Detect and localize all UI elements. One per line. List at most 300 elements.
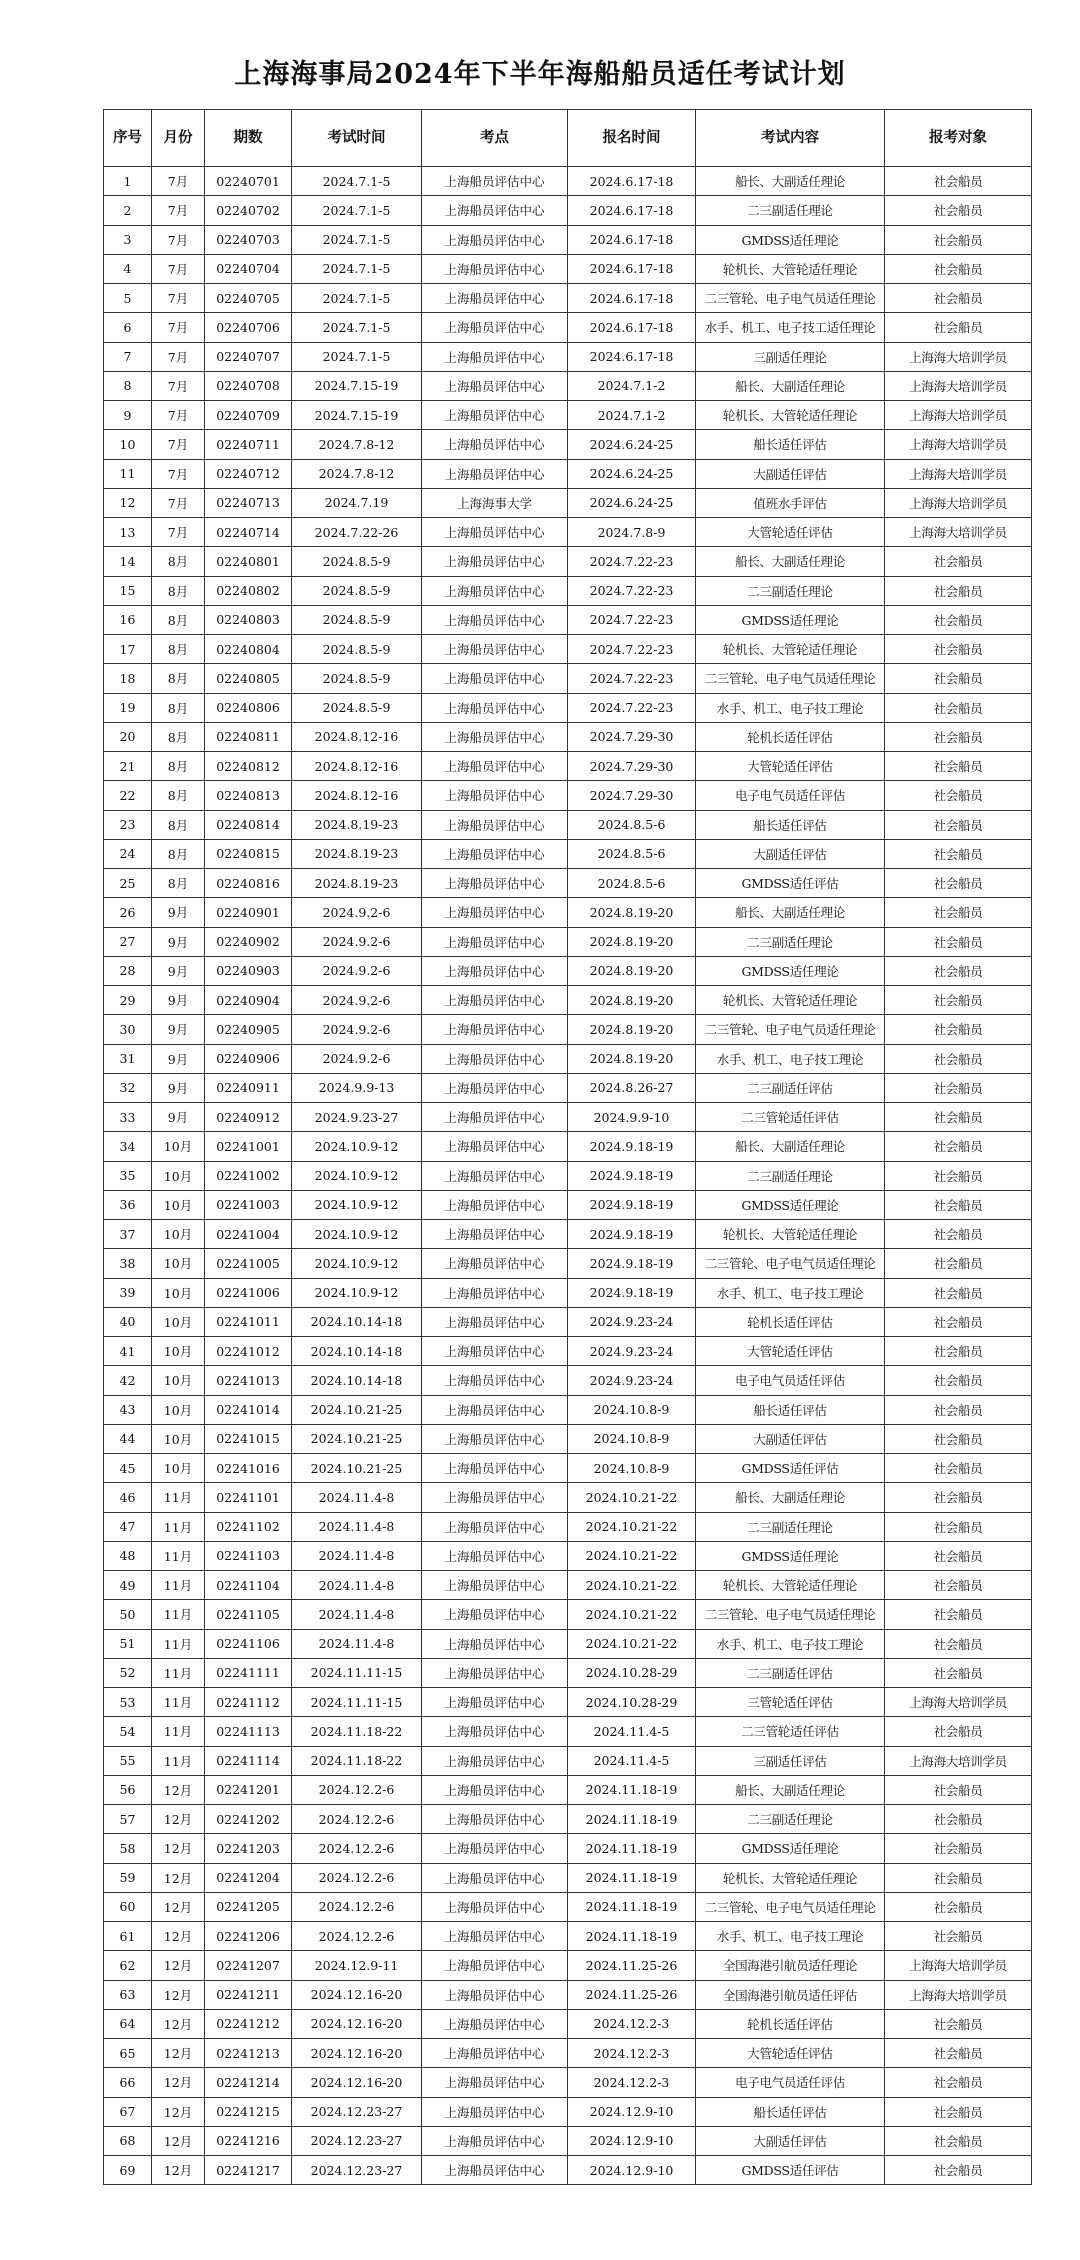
cell-target: 社会船员 xyxy=(885,1132,1032,1161)
cell-session: 02240805 xyxy=(205,664,292,693)
cell-exam-content: 船长适任评估 xyxy=(696,1395,885,1424)
cell-venue: 上海船员评估中心 xyxy=(422,1220,568,1249)
cell-registration-time: 2024.12.9-10 xyxy=(568,2156,696,2185)
cell-registration-time: 2024.6.17-18 xyxy=(568,196,696,225)
cell-exam-content: GMDSS适任理论 xyxy=(696,1190,885,1219)
table-row xyxy=(104,1220,1032,1249)
cell-target: 上海海大培训学员 xyxy=(885,342,1032,371)
cell-seq: 47 xyxy=(104,1512,152,1541)
cell-session: 02241113 xyxy=(205,1717,292,1746)
cell-seq: 32 xyxy=(104,1073,152,1102)
cell-venue: 上海船员评估中心 xyxy=(422,225,568,254)
cell-exam-content: 二三副适任理论 xyxy=(696,196,885,225)
cell-seq: 57 xyxy=(104,1805,152,1834)
cell-registration-time: 2024.12.2-3 xyxy=(568,2009,696,2038)
cell-session: 02241212 xyxy=(205,2009,292,2038)
cell-session: 02240705 xyxy=(205,284,292,313)
cell-registration-time: 2024.9.18-19 xyxy=(568,1220,696,1249)
table-row xyxy=(104,430,1032,459)
cell-registration-time: 2024.9.23-24 xyxy=(568,1307,696,1336)
cell-month: 9月 xyxy=(152,956,205,985)
cell-month: 10月 xyxy=(152,1454,205,1483)
cell-registration-time: 2024.8.19-20 xyxy=(568,927,696,956)
cell-exam-content: 水手、机工、电子技工理论 xyxy=(696,1278,885,1307)
cell-venue: 上海船员评估中心 xyxy=(422,693,568,722)
cell-venue: 上海船员评估中心 xyxy=(422,1249,568,1278)
cell-exam-time: 2024.12.2-6 xyxy=(292,1805,422,1834)
cell-exam-content: 二三副适任理论 xyxy=(696,927,885,956)
cell-venue: 上海船员评估中心 xyxy=(422,1366,568,1395)
cell-seq: 54 xyxy=(104,1717,152,1746)
cell-exam-content: 大管轮适任评估 xyxy=(696,2039,885,2068)
cell-month: 12月 xyxy=(152,2156,205,2185)
cell-exam-time: 2024.9.2-6 xyxy=(292,1044,422,1073)
cell-session: 02241006 xyxy=(205,1278,292,1307)
cell-exam-content: GMDSS适任理论 xyxy=(696,225,885,254)
cell-month: 10月 xyxy=(152,1220,205,1249)
cell-exam-content: 船长适任评估 xyxy=(696,810,885,839)
cell-session: 02240902 xyxy=(205,927,292,956)
cell-registration-time: 2024.7.22-23 xyxy=(568,576,696,605)
table-row xyxy=(104,459,1032,488)
cell-venue: 上海船员评估中心 xyxy=(422,1922,568,1951)
cell-target: 社会船员 xyxy=(885,225,1032,254)
cell-target: 上海海大培训学员 xyxy=(885,371,1032,400)
cell-registration-time: 2024.6.17-18 xyxy=(568,254,696,283)
table-row xyxy=(104,2097,1032,2126)
cell-exam-content: 大副适任评估 xyxy=(696,2126,885,2155)
table-body xyxy=(104,167,1032,2185)
cell-exam-time: 2024.8.5-9 xyxy=(292,547,422,576)
table-row xyxy=(104,1366,1032,1395)
cell-target: 社会船员 xyxy=(885,2039,1032,2068)
table-row xyxy=(104,1044,1032,1073)
cell-month: 9月 xyxy=(152,986,205,1015)
table-row xyxy=(104,1190,1032,1219)
cell-month: 12月 xyxy=(152,2068,205,2097)
cell-exam-content: 大管轮适任评估 xyxy=(696,752,885,781)
cell-exam-time: 2024.7.15-19 xyxy=(292,401,422,430)
cell-target: 上海海大培训学员 xyxy=(885,1746,1032,1775)
cell-target: 上海海大培训学员 xyxy=(885,518,1032,547)
cell-month: 9月 xyxy=(152,1015,205,1044)
cell-session: 02240802 xyxy=(205,576,292,605)
cell-target: 社会船员 xyxy=(885,839,1032,868)
cell-exam-content: 二三管轮、电子电气员适任理论 xyxy=(696,1015,885,1044)
table-row xyxy=(104,1483,1032,1512)
cell-session: 02241205 xyxy=(205,1892,292,1921)
cell-seq: 26 xyxy=(104,898,152,927)
cell-registration-time: 2024.12.2-3 xyxy=(568,2039,696,2068)
cell-session: 02241106 xyxy=(205,1629,292,1658)
cell-session: 02241104 xyxy=(205,1571,292,1600)
cell-exam-content: 轮机长、大管轮适任理论 xyxy=(696,401,885,430)
cell-month: 11月 xyxy=(152,1541,205,1570)
cell-seq: 69 xyxy=(104,2156,152,2185)
cell-month: 7月 xyxy=(152,401,205,430)
cell-seq: 10 xyxy=(104,430,152,459)
cell-registration-time: 2024.11.4-5 xyxy=(568,1746,696,1775)
cell-exam-time: 2024.10.9-12 xyxy=(292,1132,422,1161)
cell-session: 02241015 xyxy=(205,1424,292,1453)
cell-registration-time: 2024.7.1-2 xyxy=(568,371,696,400)
table-row xyxy=(104,196,1032,225)
cell-venue: 上海船员评估中心 xyxy=(422,1746,568,1775)
table-row xyxy=(104,839,1032,868)
cell-exam-time: 2024.7.1-5 xyxy=(292,284,422,313)
header-target: 报考对象 xyxy=(885,110,1032,167)
cell-exam-time: 2024.12.2-6 xyxy=(292,1892,422,1921)
table-row xyxy=(104,225,1032,254)
cell-exam-content: 全国海港引航员适任理论 xyxy=(696,1951,885,1980)
cell-month: 11月 xyxy=(152,1658,205,1687)
cell-venue: 上海船员评估中心 xyxy=(422,1571,568,1600)
cell-month: 7月 xyxy=(152,313,205,342)
cell-exam-time: 2024.10.9-12 xyxy=(292,1249,422,1278)
cell-registration-time: 2024.7.22-23 xyxy=(568,664,696,693)
cell-session: 02241217 xyxy=(205,2156,292,2185)
cell-exam-time: 2024.11.18-22 xyxy=(292,1717,422,1746)
cell-exam-time: 2024.8.19-23 xyxy=(292,839,422,868)
cell-target: 社会船员 xyxy=(885,1775,1032,1804)
header-session: 期数 xyxy=(205,110,292,167)
cell-venue: 上海船员评估中心 xyxy=(422,1512,568,1541)
cell-session: 02241204 xyxy=(205,1863,292,1892)
table-row xyxy=(104,1658,1032,1687)
cell-month: 12月 xyxy=(152,2009,205,2038)
cell-registration-time: 2024.8.19-20 xyxy=(568,956,696,985)
cell-registration-time: 2024.11.18-19 xyxy=(568,1775,696,1804)
cell-seq: 63 xyxy=(104,1980,152,2009)
cell-registration-time: 2024.9.23-24 xyxy=(568,1366,696,1395)
cell-session: 02241013 xyxy=(205,1366,292,1395)
cell-venue: 上海船员评估中心 xyxy=(422,1015,568,1044)
cell-seq: 68 xyxy=(104,2126,152,2155)
cell-exam-time: 2024.10.9-12 xyxy=(292,1220,422,1249)
cell-exam-time: 2024.9.2-6 xyxy=(292,927,422,956)
cell-registration-time: 2024.9.18-19 xyxy=(568,1132,696,1161)
header-registration-time: 报名时间 xyxy=(568,110,696,167)
cell-target: 社会船员 xyxy=(885,1600,1032,1629)
cell-session: 02240702 xyxy=(205,196,292,225)
cell-target: 社会船员 xyxy=(885,986,1032,1015)
table-row xyxy=(104,1629,1032,1658)
cell-target: 社会船员 xyxy=(885,1366,1032,1395)
table-row xyxy=(104,752,1032,781)
cell-seq: 5 xyxy=(104,284,152,313)
cell-target: 社会船员 xyxy=(885,1044,1032,1073)
cell-month: 11月 xyxy=(152,1483,205,1512)
cell-seq: 52 xyxy=(104,1658,152,1687)
cell-target: 社会船员 xyxy=(885,1541,1032,1570)
cell-month: 7月 xyxy=(152,196,205,225)
cell-venue: 上海船员评估中心 xyxy=(422,167,568,196)
cell-session: 02240813 xyxy=(205,781,292,810)
cell-exam-time: 2024.10.9-12 xyxy=(292,1161,422,1190)
cell-seq: 9 xyxy=(104,401,152,430)
cell-target: 社会船员 xyxy=(885,1658,1032,1687)
cell-seq: 31 xyxy=(104,1044,152,1073)
cell-exam-content: 二三副适任理论 xyxy=(696,1161,885,1190)
cell-seq: 44 xyxy=(104,1424,152,1453)
cell-month: 8月 xyxy=(152,693,205,722)
header-row xyxy=(104,110,1032,167)
cell-registration-time: 2024.10.8-9 xyxy=(568,1424,696,1453)
table-row xyxy=(104,1541,1032,1570)
cell-seq: 53 xyxy=(104,1688,152,1717)
cell-exam-content: 二三管轮适任评估 xyxy=(696,1717,885,1746)
cell-exam-content: 三副适任评估 xyxy=(696,1746,885,1775)
cell-month: 9月 xyxy=(152,1044,205,1073)
cell-target: 上海海大培训学员 xyxy=(885,1951,1032,1980)
cell-venue: 上海船员评估中心 xyxy=(422,1483,568,1512)
cell-venue: 上海船员评估中心 xyxy=(422,839,568,868)
cell-exam-content: 轮机长、大管轮适任理论 xyxy=(696,1571,885,1600)
cell-venue: 上海船员评估中心 xyxy=(422,342,568,371)
cell-session: 02240803 xyxy=(205,605,292,634)
cell-venue: 上海船员评估中心 xyxy=(422,1073,568,1102)
cell-venue: 上海船员评估中心 xyxy=(422,2126,568,2155)
cell-registration-time: 2024.11.18-19 xyxy=(568,1834,696,1863)
cell-month: 12月 xyxy=(152,2097,205,2126)
table-row xyxy=(104,1600,1032,1629)
cell-session: 02241005 xyxy=(205,1249,292,1278)
cell-session: 02241214 xyxy=(205,2068,292,2097)
cell-month: 12月 xyxy=(152,1951,205,1980)
cell-registration-time: 2024.7.8-9 xyxy=(568,518,696,547)
cell-exam-content: GMDSS适任理论 xyxy=(696,1834,885,1863)
cell-target: 社会船员 xyxy=(885,1483,1032,1512)
header-exam-time: 考试时间 xyxy=(292,110,422,167)
cell-target: 社会船员 xyxy=(885,1249,1032,1278)
cell-month: 10月 xyxy=(152,1366,205,1395)
table-row xyxy=(104,1746,1032,1775)
cell-session: 02240903 xyxy=(205,956,292,985)
cell-venue: 上海船员评估中心 xyxy=(422,576,568,605)
cell-venue: 上海船员评估中心 xyxy=(422,927,568,956)
cell-venue: 上海船员评估中心 xyxy=(422,518,568,547)
cell-session: 02241102 xyxy=(205,1512,292,1541)
cell-session: 02241011 xyxy=(205,1307,292,1336)
cell-venue: 上海船员评估中心 xyxy=(422,1337,568,1366)
cell-registration-time: 2024.8.19-20 xyxy=(568,986,696,1015)
cell-venue: 上海船员评估中心 xyxy=(422,664,568,693)
cell-seq: 62 xyxy=(104,1951,152,1980)
cell-exam-time: 2024.10.9-12 xyxy=(292,1278,422,1307)
table-row xyxy=(104,1307,1032,1336)
cell-session: 02241112 xyxy=(205,1688,292,1717)
cell-registration-time: 2024.7.29-30 xyxy=(568,752,696,781)
cell-exam-content: 二三管轮、电子电气员适任理论 xyxy=(696,664,885,693)
table-row xyxy=(104,2009,1032,2038)
cell-exam-content: 大副适任评估 xyxy=(696,459,885,488)
cell-venue: 上海船员评估中心 xyxy=(422,1278,568,1307)
cell-month: 12月 xyxy=(152,1775,205,1804)
table-row xyxy=(104,722,1032,751)
cell-exam-content: 水手、机工、电子技工理论 xyxy=(696,1922,885,1951)
cell-month: 7月 xyxy=(152,430,205,459)
cell-venue: 上海船员评估中心 xyxy=(422,1161,568,1190)
cell-month: 8月 xyxy=(152,722,205,751)
cell-venue: 上海船员评估中心 xyxy=(422,1044,568,1073)
table-row xyxy=(104,2039,1032,2068)
cell-exam-content: GMDSS适任评估 xyxy=(696,1454,885,1483)
cell-seq: 49 xyxy=(104,1571,152,1600)
table-row xyxy=(104,1951,1032,1980)
table-row xyxy=(104,1278,1032,1307)
cell-target: 社会船员 xyxy=(885,1892,1032,1921)
cell-month: 10月 xyxy=(152,1395,205,1424)
cell-seq: 39 xyxy=(104,1278,152,1307)
cell-exam-time: 2024.7.22-26 xyxy=(292,518,422,547)
cell-exam-time: 2024.11.11-15 xyxy=(292,1658,422,1687)
cell-session: 02240905 xyxy=(205,1015,292,1044)
table-row xyxy=(104,371,1032,400)
cell-session: 02241016 xyxy=(205,1454,292,1483)
cell-target: 社会船员 xyxy=(885,1161,1032,1190)
cell-target: 社会船员 xyxy=(885,1395,1032,1424)
cell-exam-time: 2024.9.2-6 xyxy=(292,986,422,1015)
cell-exam-content: 二三副适任评估 xyxy=(696,1658,885,1687)
cell-venue: 上海船员评估中心 xyxy=(422,1863,568,1892)
cell-target: 社会船员 xyxy=(885,1805,1032,1834)
table-row xyxy=(104,1073,1032,1102)
cell-registration-time: 2024.6.24-25 xyxy=(568,488,696,517)
cell-registration-time: 2024.10.8-9 xyxy=(568,1395,696,1424)
cell-exam-content: 二三管轮、电子电气员适任理论 xyxy=(696,1892,885,1921)
cell-session: 02240703 xyxy=(205,225,292,254)
cell-exam-time: 2024.7.19 xyxy=(292,488,422,517)
cell-seq: 42 xyxy=(104,1366,152,1395)
cell-exam-time: 2024.8.5-9 xyxy=(292,576,422,605)
cell-target: 社会船员 xyxy=(885,1834,1032,1863)
cell-month: 10月 xyxy=(152,1337,205,1366)
cell-month: 12月 xyxy=(152,1980,205,2009)
cell-month: 12月 xyxy=(152,2126,205,2155)
table-row xyxy=(104,1980,1032,2009)
cell-seq: 24 xyxy=(104,839,152,868)
table-row xyxy=(104,1249,1032,1278)
cell-registration-time: 2024.8.19-20 xyxy=(568,1015,696,1044)
table-row xyxy=(104,693,1032,722)
cell-exam-time: 2024.12.23-27 xyxy=(292,2156,422,2185)
cell-registration-time: 2024.9.18-19 xyxy=(568,1190,696,1219)
cell-exam-content: 轮机长适任评估 xyxy=(696,1307,885,1336)
table-row xyxy=(104,167,1032,196)
cell-registration-time: 2024.8.5-6 xyxy=(568,869,696,898)
cell-registration-time: 2024.11.25-26 xyxy=(568,1980,696,2009)
cell-exam-time: 2024.12.16-20 xyxy=(292,2009,422,2038)
cell-registration-time: 2024.7.29-30 xyxy=(568,781,696,810)
table-row xyxy=(104,1132,1032,1161)
cell-seq: 12 xyxy=(104,488,152,517)
cell-seq: 60 xyxy=(104,1892,152,1921)
cell-registration-time: 2024.6.24-25 xyxy=(568,430,696,459)
cell-exam-time: 2024.11.4-8 xyxy=(292,1629,422,1658)
cell-registration-time: 2024.7.1-2 xyxy=(568,401,696,430)
cell-seq: 14 xyxy=(104,547,152,576)
cell-month: 11月 xyxy=(152,1512,205,1541)
cell-exam-content: 二三管轮适任评估 xyxy=(696,1103,885,1132)
cell-exam-content: 轮机长、大管轮适任理论 xyxy=(696,1220,885,1249)
cell-target: 社会船员 xyxy=(885,547,1032,576)
cell-month: 12月 xyxy=(152,2039,205,2068)
cell-exam-content: 船长、大副适任理论 xyxy=(696,1775,885,1804)
cell-exam-time: 2024.10.9-12 xyxy=(292,1190,422,1219)
cell-exam-content: 船长适任评估 xyxy=(696,430,885,459)
cell-target: 社会船员 xyxy=(885,1454,1032,1483)
cell-seq: 8 xyxy=(104,371,152,400)
cell-target: 上海海大培训学员 xyxy=(885,401,1032,430)
cell-session: 02240708 xyxy=(205,371,292,400)
cell-session: 02241002 xyxy=(205,1161,292,1190)
cell-session: 02241105 xyxy=(205,1600,292,1629)
cell-seq: 48 xyxy=(104,1541,152,1570)
cell-exam-time: 2024.11.11-15 xyxy=(292,1688,422,1717)
cell-exam-content: 轮机长、大管轮适任理论 xyxy=(696,635,885,664)
cell-seq: 22 xyxy=(104,781,152,810)
cell-session: 02240704 xyxy=(205,254,292,283)
cell-target: 社会船员 xyxy=(885,810,1032,839)
cell-seq: 41 xyxy=(104,1337,152,1366)
cell-venue: 上海船员评估中心 xyxy=(422,1132,568,1161)
cell-exam-time: 2024.9.23-27 xyxy=(292,1103,422,1132)
cell-month: 10月 xyxy=(152,1307,205,1336)
cell-session: 02240709 xyxy=(205,401,292,430)
cell-seq: 33 xyxy=(104,1103,152,1132)
cell-exam-content: 电子电气员适任评估 xyxy=(696,781,885,810)
cell-exam-content: GMDSS适任理论 xyxy=(696,1541,885,1570)
cell-registration-time: 2024.10.21-22 xyxy=(568,1600,696,1629)
cell-registration-time: 2024.6.17-18 xyxy=(568,284,696,313)
table-row xyxy=(104,605,1032,634)
cell-registration-time: 2024.11.25-26 xyxy=(568,1951,696,1980)
table-row xyxy=(104,635,1032,664)
cell-session: 02240814 xyxy=(205,810,292,839)
cell-exam-content: 水手、机工、电子技工理论 xyxy=(696,1629,885,1658)
cell-target: 社会船员 xyxy=(885,2068,1032,2097)
cell-month: 8月 xyxy=(152,869,205,898)
cell-exam-time: 2024.11.18-22 xyxy=(292,1746,422,1775)
cell-exam-time: 2024.8.5-9 xyxy=(292,693,422,722)
cell-seq: 17 xyxy=(104,635,152,664)
cell-month: 8月 xyxy=(152,635,205,664)
cell-venue: 上海船员评估中心 xyxy=(422,1892,568,1921)
cell-month: 12月 xyxy=(152,1805,205,1834)
cell-exam-content: 大管轮适任评估 xyxy=(696,518,885,547)
cell-target: 社会船员 xyxy=(885,1922,1032,1951)
cell-month: 8月 xyxy=(152,810,205,839)
cell-venue: 上海船员评估中心 xyxy=(422,1395,568,1424)
cell-venue: 上海船员评估中心 xyxy=(422,898,568,927)
cell-month: 9月 xyxy=(152,1073,205,1102)
table-row xyxy=(104,342,1032,371)
cell-venue: 上海船员评估中心 xyxy=(422,1658,568,1687)
cell-seq: 3 xyxy=(104,225,152,254)
cell-month: 12月 xyxy=(152,1863,205,1892)
cell-registration-time: 2024.8.5-6 xyxy=(568,839,696,868)
cell-exam-time: 2024.10.21-25 xyxy=(292,1424,422,1453)
table-row xyxy=(104,781,1032,810)
cell-venue: 上海船员评估中心 xyxy=(422,1951,568,1980)
cell-venue: 上海船员评估中心 xyxy=(422,1688,568,1717)
cell-exam-time: 2024.7.8-12 xyxy=(292,430,422,459)
cell-exam-content: 全国海港引航员适任评估 xyxy=(696,1980,885,2009)
table-row xyxy=(104,254,1032,283)
cell-month: 8月 xyxy=(152,576,205,605)
cell-seq: 55 xyxy=(104,1746,152,1775)
cell-month: 9月 xyxy=(152,898,205,927)
